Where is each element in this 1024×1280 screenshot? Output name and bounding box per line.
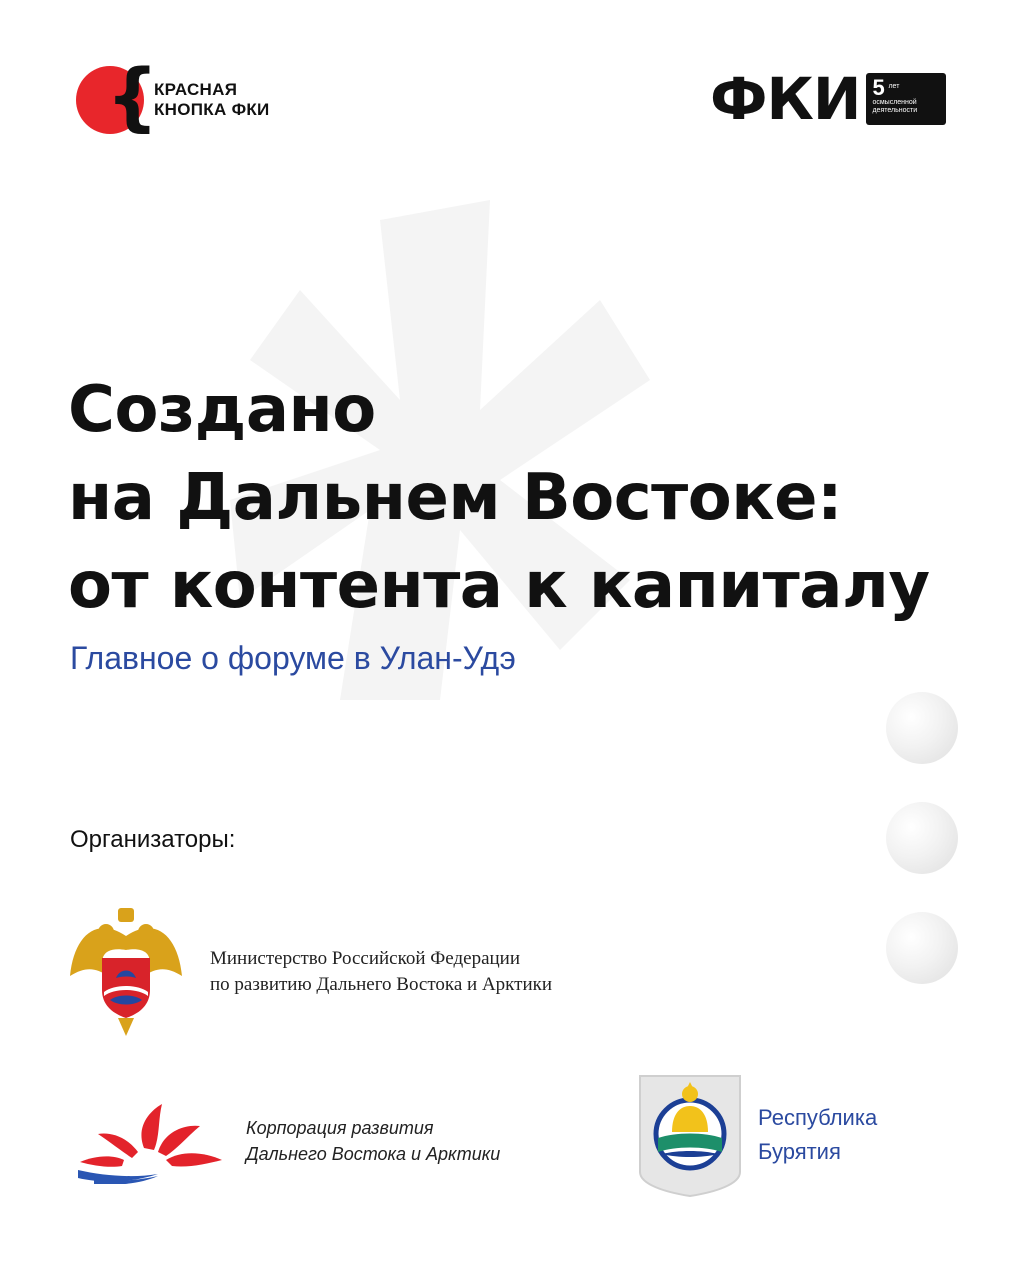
decorative-circle-3 bbox=[886, 912, 958, 984]
fki-anniversary-badge bbox=[866, 73, 946, 125]
buryatia-organizer bbox=[636, 1072, 877, 1198]
krasnaya-knopka-logo bbox=[76, 54, 270, 140]
lotus-flower-logo-icon bbox=[74, 1098, 224, 1184]
left-logo-line1: КРАСНАЯ bbox=[154, 80, 238, 99]
decorative-circle-1 bbox=[886, 692, 958, 764]
corporation-name bbox=[246, 1115, 500, 1167]
decorative-circle-2 bbox=[886, 802, 958, 874]
buryatia-coat-of-arms-icon bbox=[636, 1072, 744, 1198]
headline-line1: Создано bbox=[68, 373, 376, 447]
ministry-organizer bbox=[66, 906, 552, 1038]
ministry-line2: по развитию Дальнего Востока и Арктики bbox=[210, 974, 553, 995]
corporation-line1: Корпорация развития bbox=[246, 1118, 434, 1138]
ministry-name bbox=[210, 946, 552, 998]
ministry-line1: Министерство Российской Федерации bbox=[210, 948, 521, 969]
buryatia-name bbox=[758, 1101, 877, 1169]
badge-line2: осмысленной bbox=[872, 99, 917, 106]
headline-line2: на Дальнем Востоке: bbox=[68, 461, 843, 535]
page-title bbox=[68, 366, 930, 630]
badge-caption bbox=[872, 99, 917, 115]
fki-brand-text: ФКИ bbox=[710, 65, 861, 133]
red-button-brace-logo-icon: { bbox=[76, 66, 144, 134]
fki-logo bbox=[710, 65, 946, 133]
corporation-organizer bbox=[74, 1098, 500, 1184]
corporation-line2: Дальнего Востока и Арктики bbox=[246, 1144, 501, 1164]
page-subtitle: Главное о форуме в Улан-Удэ bbox=[70, 640, 516, 676]
left-logo-line2: КНОПКА ФКИ bbox=[154, 100, 270, 119]
double-headed-eagle-emblem-icon bbox=[66, 906, 186, 1038]
badge-line3: деятельности bbox=[872, 107, 918, 114]
headline-line3: от контента к капиталу bbox=[68, 549, 930, 623]
badge-number: 5 bbox=[872, 75, 885, 100]
organizers-label: Организаторы: bbox=[70, 826, 236, 853]
badge-line1: лет bbox=[888, 83, 900, 90]
krasnaya-knopka-logo-text bbox=[154, 80, 270, 120]
buryatia-line2: Бурятия bbox=[758, 1139, 841, 1164]
buryatia-line1: Республика bbox=[758, 1105, 878, 1130]
